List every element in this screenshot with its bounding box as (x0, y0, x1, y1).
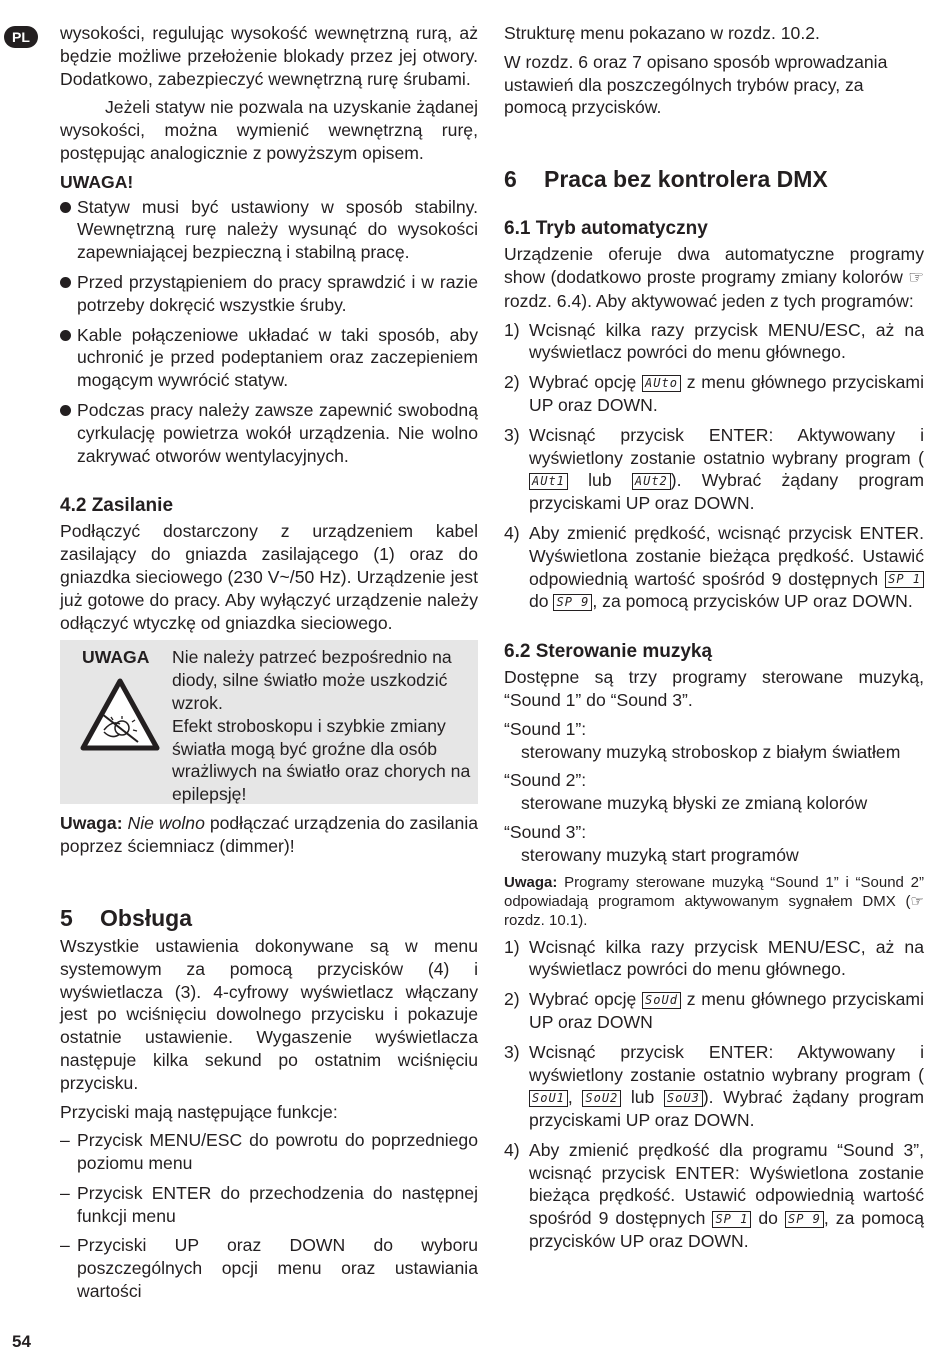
section-4-2-heading: 4.2 Zasilanie (60, 495, 174, 517)
step-text: , (567, 1087, 583, 1108)
button-function-list (60, 1129, 478, 1303)
section-5-number: 5 (60, 904, 73, 931)
chapter-reference-text: W rozdz. 6 oraz 7 opisano sposób wprowadzania ustawień dla poszczególnych trybów pracy, za pomocą przycisków. (504, 51, 888, 118)
step-text: lub (567, 470, 632, 491)
sound-term: “Sound 2”: (504, 770, 587, 791)
section-6-number: 6 (504, 166, 517, 193)
step-item (504, 522, 924, 613)
step-number: 2) (504, 989, 520, 1010)
step-number: 1) (504, 319, 520, 340)
lcd-display-code: SP 1 (885, 571, 924, 588)
step-item (504, 319, 924, 365)
pointing-hand-icon: ☞ (910, 891, 924, 910)
bullet-item: Przed przystąpieniem do pracy sprawdzić i w razie potrzeby dokręcić wszystkie śruby. (60, 271, 478, 317)
step-text: lub (621, 1087, 664, 1108)
step-number: 2) (504, 372, 520, 393)
eye-hazard-warning-icon (80, 678, 160, 752)
music-mode-steps (504, 936, 924, 1253)
warning-text (172, 646, 472, 806)
dash-item: – Przyciski UP oraz DOWN do wyboru poszczególnych opcji menu oraz ustawiania wartości (60, 1234, 478, 1302)
step-text: do (529, 591, 554, 612)
bullet-item: Podczas pracy należy zawsze zapewnić swobodną cyrkulację powietrza wokół urządzenia. Nie wolno zakrywać otworów wentylacyjnych. (60, 399, 478, 467)
section-5-heading (60, 904, 478, 932)
dash-item: – Przycisk ENTER do przechodzenia do następnej funkcji menu (60, 1182, 478, 1228)
text-span: rozdz. 6.4). Aby aktywować jeden z tych programów: (504, 290, 914, 311)
note-label: Uwaga: (60, 813, 123, 834)
section-6-heading (504, 165, 924, 193)
language-badge: PL (4, 26, 38, 48)
step-number: 1) (504, 936, 520, 957)
intro-paragraph: wysokości, regulując wysokość wewnętrzną rurą, aż będzie możliwe przełożenie blokady przez jej otwory. Dodatkowo, zabezpieczyć wewnętrzną rurę śrubami. (60, 23, 478, 89)
step-item (504, 988, 924, 1034)
lcd-display-code: SoU3 (664, 1090, 703, 1107)
auto-mode-steps (504, 319, 924, 614)
sound-description: sterowany muzyką start programów (521, 844, 799, 865)
step-text: Wcisnąć kilka razy przycisk MENU/ESC, aż na wyświetlacz powróci do menu głównego. (529, 319, 924, 363)
section-6-1-text (504, 243, 924, 312)
section-5-text: Wszystkie ustawienia dokonywane są w menu systemowym za pomocą przycisków (4) i wyświetlacza (3). 4-cyfrowy wyświetlacz włączany jest po wciśnięciu dowolnego przycisku i pokazuje ostatnie ustawienie. Wygaszenie wyświetlacza następuje kilka sekund po ostatnim wciśnięciu przycisku. (60, 935, 478, 1093)
music-note (504, 873, 924, 930)
step-text: , za pomocą przycisków UP oraz DOWN. (529, 1208, 924, 1252)
bullet-item: Statyw musi być ustawiony w sposób stabilny. Wewnętrzną rurę należy wysunąć do wysokości zapewniającej bezpieczną i stabilną pracę. (60, 196, 478, 264)
section-6-2-text: Dostępne są trzy programy sterowane muzyką, “Sound 1” do “Sound 3”. (504, 667, 924, 710)
lcd-display-code: SP 9 (785, 1211, 824, 1228)
sound-description: sterowany muzyką stroboskop z białym światłem (521, 741, 901, 762)
step-text: ). Wybrać żądany program przyciskami UP oraz DOWN. (529, 470, 924, 514)
step-number: 4) (504, 1139, 520, 1160)
step-number: 3) (504, 424, 520, 445)
warning-box (60, 640, 478, 804)
section-4-2-text: Podłączyć dostarczony z urządzeniem kabel zasilający do gniazda zasilającego (1) oraz do gniazdka sieciowego (230 V~/50 Hz). Urządzenie jest już gotowe do pracy. Aby wyłączyć urządzenie należy odłączyć wtyczkę od gniazdka sieciowego. (60, 521, 478, 633)
warning-text-2: Efekt stroboskopu i szybkie zmiany światła mogą być groźne dla osób wrażliwych na światło oraz chorych na epilepsję! (172, 715, 471, 805)
text-span: Urządzenie oferuje dwa automatyczne programy show (dodatkowo proste programy zmiany kolorów (504, 244, 924, 287)
step-text: z menu głównego przyciskami UP oraz DOWN (529, 989, 924, 1032)
note-text: rozdz. 10.1). (504, 911, 588, 929)
note-label: Uwaga: (504, 873, 558, 891)
step-text: Wcisnąć przycisk ENTER: Aktywowany i wyświetlony zostanie ostatnio wybrany program ( (529, 1041, 924, 1085)
step-text: do (751, 1208, 785, 1229)
warning-text-1: Nie należy patrzeć bezpośrednio na diody, silne światło może uszkodzić wzrok. (172, 647, 452, 713)
step-item (504, 936, 924, 982)
warning-title: UWAGA (82, 647, 150, 668)
step-text: z menu głównego przyciskami UP oraz DOWN. (529, 372, 924, 415)
sound-description: sterowane muzyką błyski ze zmianą kolorów (521, 793, 868, 814)
lcd-display-code: SP 1 (712, 1211, 751, 1228)
intro-paragraph-2: Jeżeli statyw nie pozwala na uzyskanie żądanej wysokości, można wymienić wewnętrzną rurę, postępując analogicznie z powyższym opisem. (60, 97, 478, 163)
safety-bullet-list (60, 196, 478, 468)
step-text: Wybrać opcję (529, 372, 643, 393)
section-6-2-heading: 6.2 Sterowanie muzyką (504, 641, 713, 663)
step-number: 4) (504, 522, 520, 543)
left-column (60, 22, 478, 1310)
step-item (504, 371, 924, 417)
note-italic: Nie wolno (127, 813, 205, 834)
page-number: 54 (12, 1332, 31, 1351)
sound-term: “Sound 3”: (504, 821, 587, 842)
right-column (504, 22, 924, 1260)
dimmer-note (60, 812, 478, 858)
step-text: Aby zmienić prędkość dla programu “Sound 3”, wcisnąć przycisk ENTER: Wyświetlona zostanie bieżąca prędkość. Ustawić odpowiednią wartość spośród 9 dostępnych (529, 1139, 924, 1229)
step-number: 3) (504, 1041, 520, 1062)
lcd-display-code: SoU1 (529, 1090, 568, 1107)
lcd-display-code: AUt1 (529, 473, 568, 490)
note-text: Programy sterowane muzyką “Sound 1” i “Sound 2” odpowiadają programom aktywowanym sygnałem DMX ( (504, 873, 924, 910)
dash-item: – Przycisk MENU/ESC do powrotu do poprzedniego poziomu menu (60, 1129, 478, 1175)
pointing-hand-icon: ☞ (908, 267, 924, 288)
sound-program-list (504, 718, 924, 867)
section-6-title: Praca bez kontrolera DMX (544, 166, 828, 193)
note-text: podłączać urządzenia do zasilania poprzez ściemniacz (dimmer)! (60, 813, 479, 857)
section-6-1-heading: 6.1 Tryb automatyczny (504, 218, 708, 240)
step-text: Wybrać opcję (529, 989, 643, 1010)
lcd-display-code: AUt2 (632, 473, 671, 490)
section-5-title: Obsługa (100, 904, 193, 931)
lcd-display-code: SoUd (642, 992, 681, 1009)
lcd-display-code: AUto (642, 375, 681, 392)
step-text: , za pomocą przycisków UP oraz DOWN. (592, 591, 913, 612)
uwaga-heading: UWAGA! (60, 171, 134, 192)
step-item (504, 424, 924, 515)
step-item (504, 1041, 924, 1132)
step-item (504, 1139, 924, 1253)
sound-term: “Sound 1”: (504, 718, 587, 739)
step-text: Aby zmienić prędkość, wcisnąć przycisk ENTER. Wyświetlona zostanie bieżąca prędkość. Ustawić odpowiednią wartość spośród 9 dostępnych (529, 522, 924, 589)
section-5-text-2: Przyciski mają następujące funkcje: (60, 1101, 338, 1122)
bullet-item: Kable połączeniowe układać w taki sposób, aby uchronić je przed podeptaniem oraz zaczepieniem mogącym wywrócić statyw. (60, 324, 478, 392)
lcd-display-code: SP 9 (553, 594, 592, 611)
lcd-display-code: SoU2 (582, 1090, 621, 1107)
step-text: Wcisnąć przycisk ENTER: Aktywowany i wyświetlony zostanie ostatnio wybrany program ( (529, 424, 924, 468)
step-text: Wcisnąć kilka razy przycisk MENU/ESC, aż na wyświetlacz powróci do menu głównego. (529, 936, 924, 980)
menu-structure-text: Strukturę menu pokazano w rozdz. 10.2. (504, 23, 820, 43)
step-text: ). Wybrać żądany program przyciskami UP oraz DOWN. (529, 1087, 924, 1131)
